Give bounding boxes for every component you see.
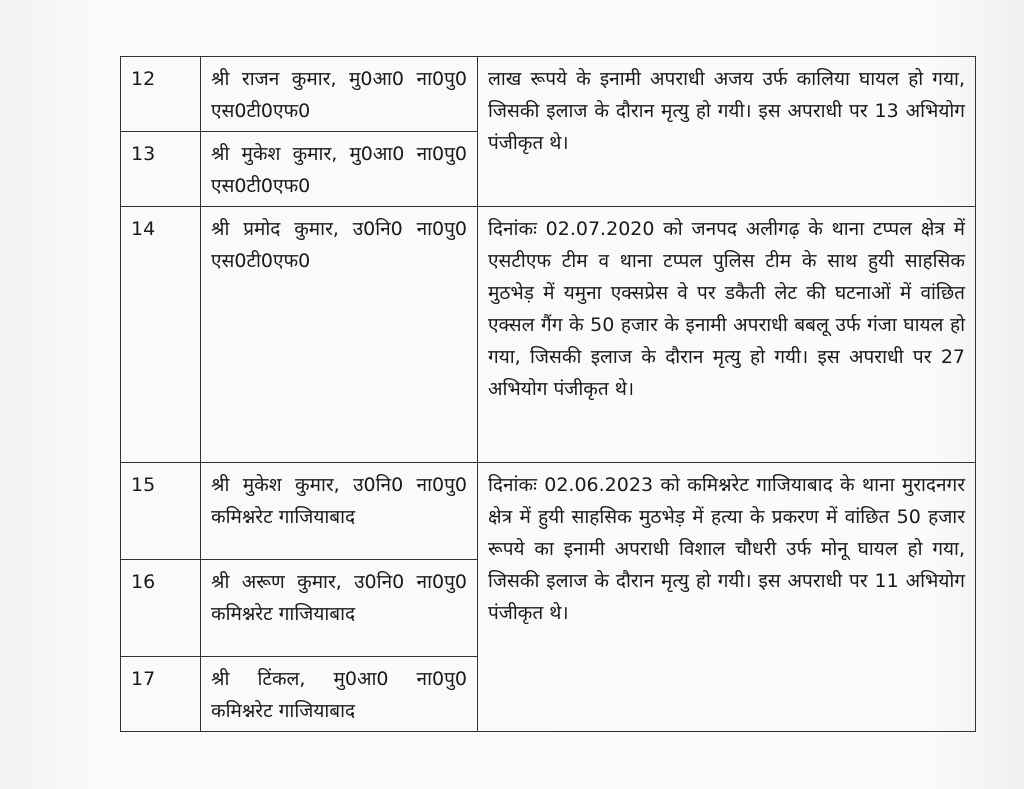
officer-name-cell: श्री प्रमोद कुमार, उ0नि0 ना0पु0 एस0टी0एफ0 [201, 207, 478, 463]
incident-description-cell: दिनांकः 02.07.2020 को जनपद अलीगढ़ के थाना टप्पल क्षेत्र में एसटीएफ टीम व थाना टप्पल पुलिस टीम के साथ हुयी साहसिक मुठभेड़ में यमुना एक्सप्रेस वे पर डकैती लेट की घटनाओं में वांछित एक्सल गैंग के 50 हजार के इनामी अपराधी बबलू उर्फ गंजा घायल हो गया, जिसकी इलाज के दौरान मृत्यु हो गयी। इस अपराधी पर 27 अभियोग पंजीकृत थे। [478, 207, 976, 463]
table-row [121, 57, 976, 132]
table-row [121, 463, 976, 560]
officer-name-cell: श्री अरूण कुमार, उ0नि0 ना0पु0 कमिश्नरेट गाजियाबाद [201, 560, 478, 657]
officer-name-cell: श्री मुकेश कुमार, उ0नि0 ना0पु0 कमिश्नरेट गाजियाबाद [201, 463, 478, 560]
officer-name-cell: श्री राजन कुमार, मु0आ0 ना0पु0 एस0टी0एफ0 [201, 57, 478, 132]
incident-description-cell: लाख रूपये के इनामी अपराधी अजय उर्फ कालिया घायल हो गया, जिसकी इलाज के दौरान मृत्यु हो गयी। इस अपराधी पर 13 अभियोग पंजीकृत थे। [478, 57, 976, 207]
encounter-table [120, 56, 976, 732]
officer-name-cell: श्री टिंकल, मु0आ0 ना0पु0 कमिश्नरेट गाजियाबाद [201, 657, 478, 732]
serial-number-cell: 17 [121, 657, 201, 732]
serial-number-cell: 15 [121, 463, 201, 560]
serial-number-cell: 14 [121, 207, 201, 463]
incident-description-cell: दिनांकः 02.06.2023 को कमिश्नरेट गाजियाबाद के थाना मुरादनगर क्षेत्र में हुयी साहसिक मुठभेड़ में हत्या के प्रकरण में वांछित 50 हजार रूपये का इनामी अपराधी विशाल चौधरी उर्फ मोनू घायल हो गया, जिसकी इलाज के दौरान मृत्यु हो गयी। इस अपराधी पर 11 अभियोग पंजीकृत थे। [478, 463, 976, 732]
serial-number-cell: 16 [121, 560, 201, 657]
serial-number-cell: 12 [121, 57, 201, 132]
officer-name-cell: श्री मुकेश कुमार, मु0आ0 ना0पु0 एस0टी0एफ0 [201, 132, 478, 207]
table-row [121, 207, 976, 463]
serial-number-cell: 13 [121, 132, 201, 207]
